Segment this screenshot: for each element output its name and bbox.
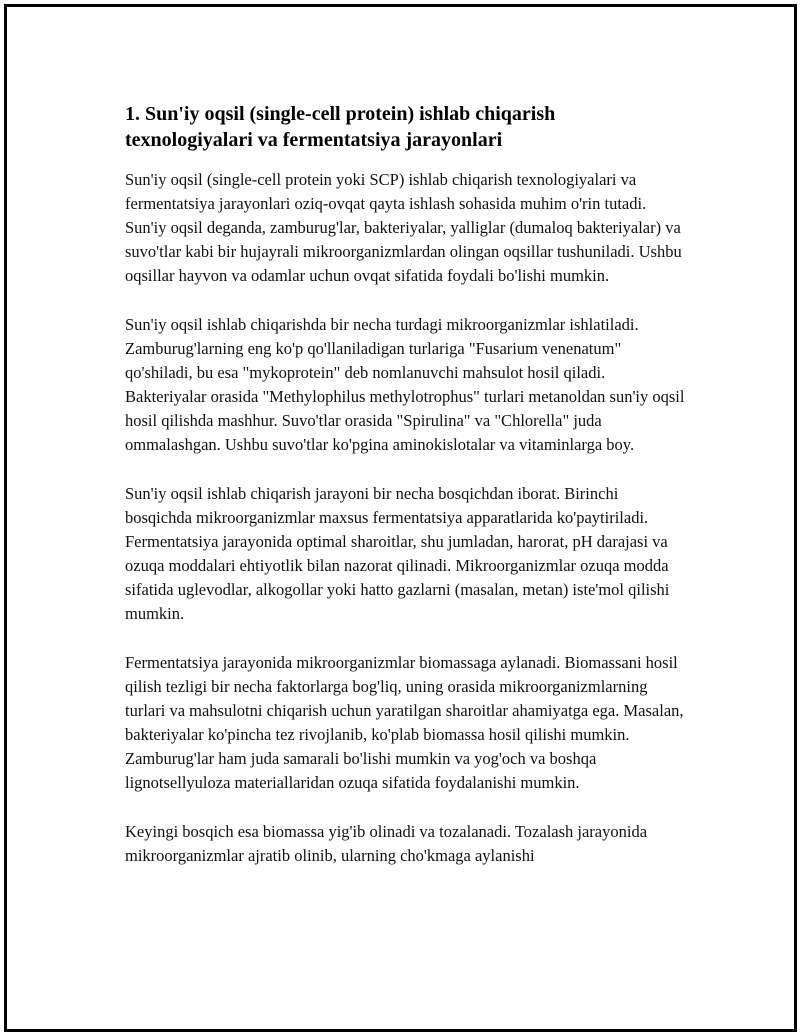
document-page	[4, 4, 797, 1032]
document-body	[125, 101, 685, 893]
document-title: 1. Sun'iy oqsil (single-cell protein) ishlab chiqarish texnologiyalari va fermentatsiya jarayonlari	[125, 103, 556, 151]
paragraph-2: Sun'iy oqsil ishlab chiqarishda bir necha turdagi mikroorganizmlar ishlatiladi. Zamburug'larning eng ko'p qo'llaniladigan turlariga "Fusarium venenatum" qo'shiladi, bu esa "mykoprotein" deb nomlanuvchi mahsulot hosil qiladi. Bakteriyalar orasida "Methylophilus methylotrophus" turlari metanoldan sun'iy oqsil hosil qilishda mashhur. Suvo'tlar orasida "Spirulina" va "Chlorella" juda ommalashgan. Ushbu suvo'tlar ko'pgina aminokislotalar va vitaminlarga boy.	[125, 315, 685, 454]
paragraph-4: Fermentatsiya jarayonida mikroorganizmlar biomassaga aylanadi. Biomassani hosil qilish tezligi bir necha faktorlarga bog'liq, uning orasida mikroorganizmlarning turlari va mahsulotni chiqarish uchun yaratilgan sharoitlar ahamiyatga ega. Masalan, bakteriyalar ko'pincha tez rivojlanib, ko'plab biomassa hosil qilishi mumkin. Zamburug'lar ham juda samarali bo'lishi mumkin va yog'och va boshqa lignotsellyuloza materiallaridan ozuqa sifatida foydalanishi mumkin.	[125, 653, 684, 792]
paragraph-5: Keyingi bosqich esa biomassa yig'ib olinadi va tozalanadi. Tozalash jarayonida mikroorganizmlar ajratib olinib, ularning cho'kmaga aylanishi	[125, 822, 648, 865]
paragraph-3: Sun'iy oqsil ishlab chiqarish jarayoni bir necha bosqichdan iborat. Birinchi bosqichda mikroorganizmlar maxsus fermentatsiya apparatlarida ko'paytiriladi. Fermentatsiya jarayonida optimal sharoitlar, shu jumladan, harorat, pH darajasi va ozuqa moddalari ehtiyotlik bilan nazorat qilinadi. Mikroorganizmlar ozuqa modda sifatida uglevodlar, alkogollar yoki hatto gazlarni (masalan, metan) iste'mol qilishi mumkin.	[125, 484, 670, 623]
paragraph-1: Sun'iy oqsil (single-cell protein yoki SCP) ishlab chiqarish texnologiyalari va fermentatsiya jarayonlari oziq-ovqat qayta ishlash sohasida muhim o'rin tutadi. Sun'iy oqsil deganda, zamburug'lar, bakteriyalar, yalliglar (dumaloq bakteriyalar) va suvo'tlar kabi bir hujayrali mikroorganizmlardan olingan oqsillar tushuniladi. Ushbu oqsillar hayvon va odamlar uchun ovqat sifatida foydali bo'lishi mumkin.	[125, 170, 682, 285]
